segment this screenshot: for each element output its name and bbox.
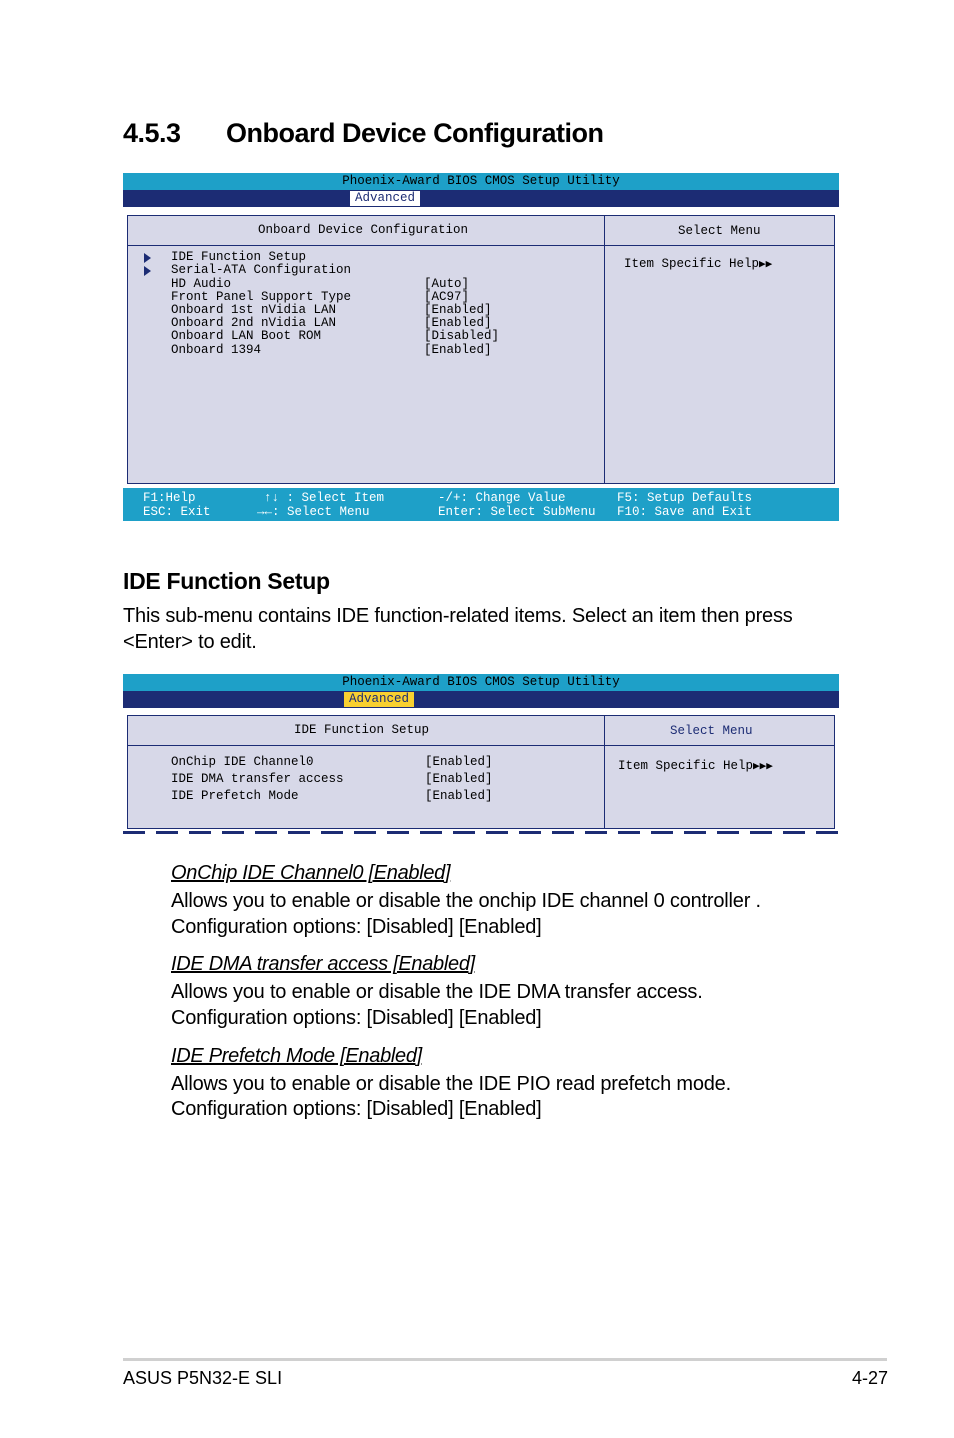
tab-advanced[interactable]: Advanced (344, 692, 414, 707)
submenu-ide-function-setup[interactable]: IDE Function Setup (171, 250, 307, 264)
bios-main-panel (127, 215, 835, 484)
bios-ide-panel (127, 715, 835, 829)
item-value[interactable]: [Enabled] (424, 303, 492, 317)
panel-divider (604, 716, 605, 828)
footer-change-value: -/+: Change Value (438, 491, 566, 505)
help-text-row (618, 756, 773, 773)
bios-utility-title: Phoenix-Award BIOS CMOS Setup Utility (123, 674, 839, 691)
option-title: IDE DMA transfer access [Enabled] (171, 953, 475, 975)
submenu-serial-ata-configuration[interactable]: Serial-ATA Configuration (171, 263, 352, 277)
panel-title: IDE Function Setup (294, 723, 430, 737)
help-text-row (624, 254, 773, 271)
footer-page-number: 4-27 (852, 1368, 889, 1388)
footer-enter: Enter: Select SubMenu (438, 505, 596, 519)
footer-rule (123, 1358, 887, 1361)
submenu-arrow-icon (144, 253, 151, 263)
item-label: HD Audio (171, 277, 232, 291)
footer-esc: ESC: Exit (143, 505, 211, 519)
panel-title: Onboard Device Configuration (258, 223, 469, 237)
option-desc: Allows you to enable or disable the onchip IDE channel 0 controller . (171, 890, 761, 912)
section-number: 4.5.3 (123, 118, 181, 148)
double-arrow-icon: ▶▶ (759, 259, 773, 271)
item-value[interactable]: [Enabled] (424, 343, 492, 357)
option-title: OnChip IDE Channel0 [Enabled] (171, 862, 451, 884)
section-title: Onboard Device Configuration (226, 118, 604, 148)
item-label: OnChip IDE Channel0 (171, 755, 314, 769)
item-value[interactable]: [Enabled] (425, 789, 493, 803)
item-value[interactable]: [Enabled] (425, 772, 493, 786)
option-title: IDE Prefetch Mode [Enabled] (171, 1045, 422, 1067)
item-label: Onboard 1394 (171, 343, 262, 357)
submenu-arrow-icon (144, 266, 151, 276)
cut-off-dashed-line (123, 831, 839, 834)
item-label: IDE DMA transfer access (171, 772, 344, 786)
tab-advanced[interactable]: Advanced (350, 191, 420, 206)
subsection-desc-line1: This sub-menu contains IDE function-related items. Select an item then press (123, 605, 793, 627)
subsection-desc-line2: <Enter> to edit. (123, 631, 257, 653)
option-desc: Allows you to enable or disable the IDE PIO read prefetch mode. (171, 1073, 731, 1095)
option-config: Configuration options: [Disabled] [Enabled] (171, 916, 542, 938)
item-value[interactable]: [AC97] (424, 290, 470, 304)
item-label: IDE Prefetch Mode (171, 789, 299, 803)
help-header: Select Menu (678, 224, 761, 238)
help-header: Select Menu (670, 724, 753, 738)
option-config: Configuration options: [Disabled] [Enabled] (171, 1098, 542, 1120)
footer-f1: F1:Help (143, 491, 196, 505)
item-value[interactable]: [Auto] (424, 277, 470, 291)
option-config: Configuration options: [Disabled] [Enabled] (171, 1007, 542, 1029)
bios-utility-title: Phoenix-Award BIOS CMOS Setup Utility (123, 173, 839, 190)
item-value[interactable]: [Disabled] (424, 329, 500, 343)
bios-tab-bar (123, 691, 839, 708)
item-label: Onboard LAN Boot ROM (171, 329, 322, 343)
panel-divider (604, 216, 605, 483)
item-label: Onboard 2nd nVidia LAN (171, 316, 337, 330)
bios-tab-bar (123, 190, 839, 207)
bios-footer (123, 488, 839, 521)
footer-f10: F10: Save and Exit (617, 505, 753, 519)
item-label: Front Panel Support Type (171, 290, 352, 304)
triple-arrow-icon: ▶▶▶ (753, 761, 773, 773)
item-label: Onboard 1st nVidia LAN (171, 303, 337, 317)
subsection-title: IDE Function Setup (123, 568, 330, 594)
footer-select-menu: →←: Select Menu (257, 505, 370, 519)
help-text: Item Specific Help (624, 257, 760, 271)
footer-select-item: ↑↓ : Select Item (264, 491, 385, 505)
help-text: Item Specific Help (618, 759, 754, 773)
footer-f5: F5: Setup Defaults (617, 491, 753, 505)
item-value[interactable]: [Enabled] (424, 316, 492, 330)
footer-product-name: ASUS P5N32-E SLI (123, 1368, 283, 1388)
item-value[interactable]: [Enabled] (425, 755, 493, 769)
option-desc: Allows you to enable or disable the IDE DMA transfer access. (171, 981, 703, 1003)
